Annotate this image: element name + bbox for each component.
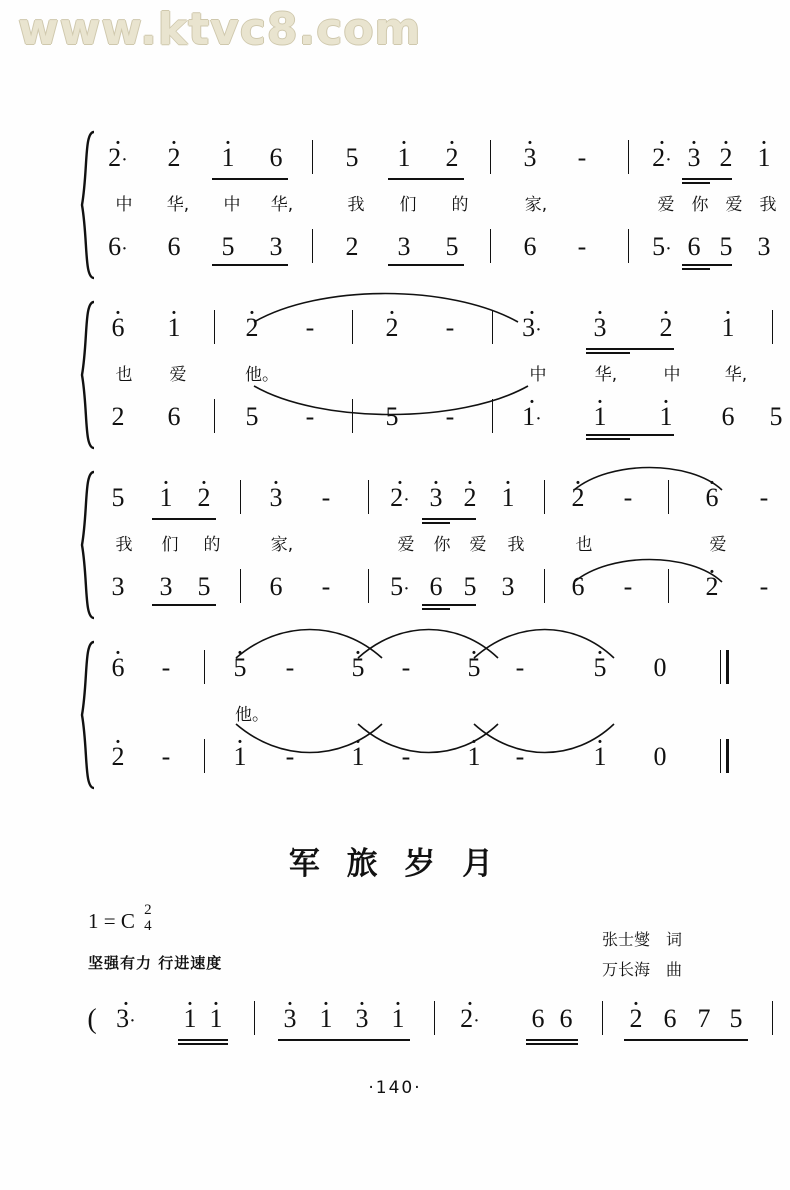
lyric-syllable: 华, — [724, 365, 748, 385]
system-2-upper-staff — [78, 300, 748, 385]
lyric-syllable: 爱 — [169, 365, 187, 385]
composer-name: 万长海 — [601, 960, 650, 979]
lyric-syllable: 你 — [691, 195, 709, 215]
key-signature — [88, 903, 152, 935]
lyric-syllable: 也 — [575, 535, 593, 555]
tie-slur — [230, 618, 620, 662]
lyric-syllable: 我 — [759, 195, 777, 215]
system-1-upper-notes: · 2· · 2 · 1 6 5 · 1 · 2 · 3 - · 2· · 3 · 2 · 1 — [100, 130, 718, 184]
tie-slur — [250, 290, 530, 330]
time-signature-numerator: 2 — [144, 902, 152, 918]
system-1-lower-staff — [78, 224, 771, 274]
lyricist-role: 词 — [665, 930, 682, 949]
lyric-syllable: 华, — [270, 195, 294, 215]
system-1-lower-notes: 6· 6 5 3 2 3 5 6 - 5· 6 5 3 — [100, 224, 718, 274]
lyric-syllable: 也 — [115, 365, 133, 385]
system-3-upper-staff — [78, 470, 769, 555]
lyric-syllable: 华, — [166, 195, 190, 215]
tie-slur — [230, 718, 620, 762]
lyric-syllable: 们 — [399, 195, 417, 215]
system-3-lower-notes: 3 3 5 6 - 5· 6 5 3 6 - · 2 - — [100, 564, 718, 614]
lyric-syllable: 们 — [161, 535, 179, 555]
lyric-syllable: 爱 — [657, 195, 675, 215]
system-4-upper-notes: · 6 - · 5 - · 5 - · 5 - · 5 0 — [100, 640, 718, 694]
page-number: ·140· — [368, 1078, 422, 1098]
lyric-syllable: 我 — [347, 195, 365, 215]
lyric-syllable: 爱 — [709, 535, 727, 555]
tie-slur — [570, 556, 730, 586]
music-system-2 — [78, 300, 783, 450]
lyric-syllable: 中 — [223, 195, 241, 215]
system-3-lower-staff — [78, 564, 769, 614]
system-4-upper-staff — [78, 640, 718, 725]
lyricist-name: 张士燮 — [601, 930, 650, 949]
tempo-marking: 坚强有力 行进速度 — [88, 954, 223, 972]
lyric-syllable: 我 — [507, 535, 525, 555]
lyric-syllable: 爱 — [397, 535, 415, 555]
new-song-first-line — [78, 990, 743, 1050]
lyric-syllable: 中 — [529, 365, 547, 385]
lyric-syllable: 你 — [433, 535, 451, 555]
lyric-syllable: 家, — [524, 195, 548, 215]
system-2-lower-staff — [78, 394, 783, 444]
credits-block — [602, 925, 682, 985]
lyric-syllable: 他。 — [235, 705, 269, 725]
system-4-lower-staff — [78, 734, 718, 784]
song-title: 军 旅 岁 月 — [288, 846, 502, 882]
time-signature-denominator: 4 — [144, 917, 152, 934]
lyric-syllable: 的 — [451, 195, 469, 215]
system-2-lower-notes: 2 6 5 - 5 - · 1· · 1 · 1 6 5 — [100, 394, 718, 444]
lyric-syllable: 家, — [270, 535, 294, 555]
system-1-lyrics — [100, 190, 777, 220]
key-label: 1 = C — [88, 908, 135, 933]
lyric-syllable: 华, — [594, 365, 618, 385]
tie-slur — [250, 380, 540, 424]
time-signature — [144, 903, 152, 935]
system-4-lower-notes: · 2 - · 1 - · 1 - · 1 - · 1 0 — [100, 734, 718, 784]
lyric-syllable: 中 — [663, 365, 681, 385]
system-2-upper-notes: · 6 · 1 · 2 - · 2 - · 3· · 3 · 2 · 1 — [100, 300, 718, 354]
lyric-syllable: 的 — [203, 535, 221, 555]
music-system-4 — [78, 640, 718, 790]
system-3-upper-notes: 5 · 1 · 2 · 3 - · 2· · 3 · 2 · 1 · 2 - · 6 - — [100, 470, 718, 524]
composer-role: 曲 — [665, 960, 682, 979]
lyricist-line — [602, 925, 682, 955]
lyric-syllable: 他。 — [245, 365, 279, 385]
composer-line — [602, 955, 682, 985]
music-system-3 — [78, 470, 769, 620]
lyric-syllable: 中 — [115, 195, 133, 215]
lyric-syllable: 爱 — [725, 195, 743, 215]
tie-slur — [570, 464, 730, 494]
lyric-syllable: 爱 — [469, 535, 487, 555]
new-song-first-line-notes: ( · 3· · 1 · 1 · 3 · 1 · 3 · 1 · 2· 6 6 · 2 6 7 5 — [78, 990, 718, 1050]
system-1-upper-staff — [78, 130, 777, 215]
music-system-1 — [78, 130, 777, 280]
lyric-syllable: 我 — [115, 535, 133, 555]
watermark-text: www.ktvc8.com — [18, 4, 422, 55]
